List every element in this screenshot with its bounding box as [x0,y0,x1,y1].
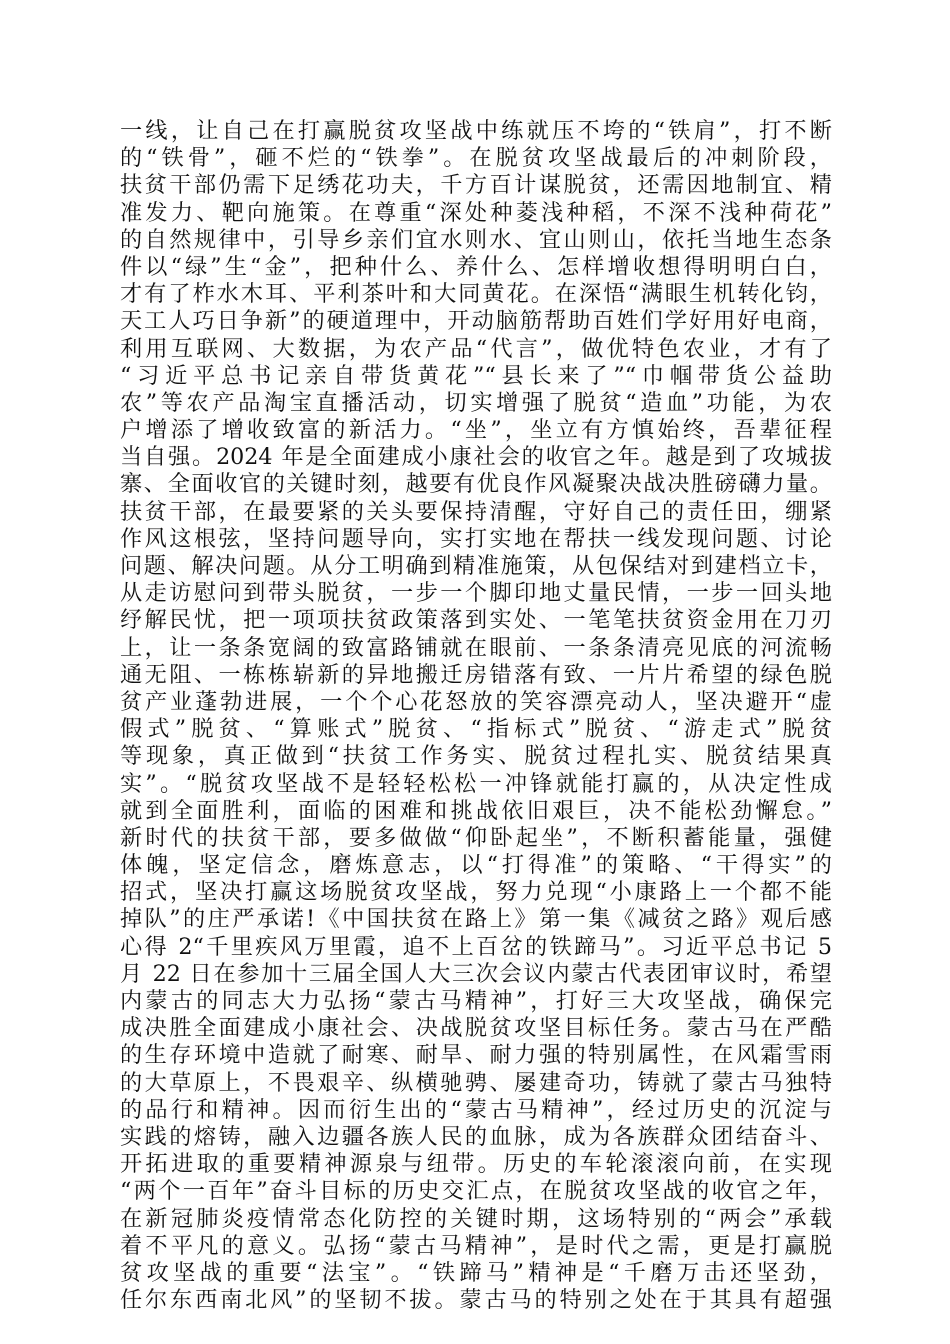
text-line: 作风这根弦，坚持问题导向，实打实地在帮扶一线发现问题、讨论 [120,525,832,552]
text-line: 当自强。2024 年是全面建成小康社会的收官之年。越是到了攻城拔 [120,444,832,471]
text-line: 的自然规律中，引导乡亲们宜水则水、宜山则山，依托当地生态条 [120,226,832,253]
text-line: 贫攻坚战的重要“法宝”。“铁蹄马”精神是“千磨万击还坚劲， [120,1259,832,1286]
text-line: 天工人巧日争新”的硬道理中，开动脑筋帮助百姓们学好用好电商， [120,308,832,335]
text-line: 寨、全面收官的关键时刻，越要有优良作风凝聚决战决胜磅礴力量。 [120,471,832,498]
text-line: 纾解民忧，把一项项扶贫政策落到实处、一笔笔扶贫资金用在刀刃 [120,607,832,634]
text-line: 实践的熔铸，融入边疆各族人民的血脉，成为各族群众团结奋斗、 [120,1123,832,1150]
text-line: “两个一百年”奋斗目标的历史交汇点，在脱贫攻坚战的收官之年， [120,1178,832,1205]
text-line: 的品行和精神。因而衍生出的“蒙古马精神”，经过历史的沉淀与 [120,1096,832,1123]
text-line: 准发力、靶向施策。在尊重“深处种菱浅种稻，不深不浅种荷花” [120,199,832,226]
text-line: 成决胜全面建成小康社会、决战脱贫攻坚目标任务。蒙古马在严酷 [120,1015,832,1042]
text-line: 的大草原上，不畏艰辛、纵横驰骋、屡建奇功，铸就了蒙古马独特 [120,1069,832,1096]
text-line: 开拓进取的重要精神源泉与纽带。历史的车轮滚滚向前，在实现 [120,1151,832,1178]
text-line: 问题、解决问题。从分工明确到精准施策，从包保结对到建档立卡， [120,553,832,579]
text-line: “习近平总书记亲自带货黄花”“县长来了”“巾帼带货公益助 [120,362,832,389]
text-line: 新时代的扶贫干部，要多做做“仰卧起坐”，不断积蓄能量，强健 [120,824,832,851]
text-line: 月 22 日在参加十三届全国人大三次会议内蒙古代表团审议时，希望 [120,960,832,987]
text-line: 农”等农产品淘宝直播活动，切实增强了脱贫“造血”功能，为农 [120,389,832,416]
text-line: 内蒙古的同志大力弘扬“蒙古马精神”，打好三大攻坚战，确保完 [120,988,832,1014]
text-line: 才有了柞水木耳、平利茶叶和大同黄花。在深悟“满眼生机转化钧， [120,281,832,308]
text-line: 体魄，坚定信念，磨炼意志，以“打得准”的策略、“干得实”的 [120,852,832,879]
text-line: 任尔东西南北风”的坚韧不拔。蒙古马的特别之处在于其具有超强 [120,1287,832,1314]
text-line: 掉队”的庄严承诺!《中国扶贫在路上》第一集《减贫之路》观后感 [120,906,832,933]
text-line: 假式”脱贫、“算账式”脱贫、“指标式”脱贫、“游走式”脱贫 [120,716,832,743]
text-line: 的生存环境中造就了耐寒、耐旱、耐力强的特别属性，在风霜雪雨 [120,1042,832,1069]
text-line: 扶贫干部仍需下足绣花功夫，千方百计谋脱贫，还需因地制宜、精 [120,172,832,199]
text-line: 着不平凡的意义。弘扬“蒙古马精神”，是时代之需，更是打赢脱 [120,1232,832,1259]
text-line: 招式，坚决打赢这场脱贫攻坚战，努力兑现“小康路上一个都不能 [120,879,832,906]
document-page [120,118,832,1314]
text-line: 实”。“脱贫攻坚战不是轻轻松松一冲锋就能打赢的，从决定性成 [120,770,832,797]
text-line: 上，让一条条宽阔的致富路铺就在眼前、一条条清亮见底的河流畅 [120,634,832,661]
text-line: 一线，让自己在打赢脱贫攻坚战中练就压不垮的“铁肩”，打不断 [120,118,832,144]
text-line: 的“铁骨”，砸不烂的“铁拳”。在脱贫攻坚战最后的冲刺阶段， [120,145,832,172]
text-line: 贫产业蓬勃进展，一个个心花怒放的笑容漂亮动人，坚决避开“虚 [120,688,832,715]
text-line: 就到全面胜利，面临的困难和挑战依旧艰巨，决不能松劲懈怠。” [120,797,832,824]
text-line: 从走访慰问到带头脱贫，一步一个脚印地丈量民情，一步一回头地 [120,580,832,607]
text-line: 扶贫干部，在最要紧的关头要保持清醒，守好自己的责任田，绷紧 [120,498,832,525]
text-line: 在新冠肺炎疫情常态化防控的关键时期，这场特别的“两会”承载 [120,1205,832,1232]
text-line: 件以“绿”生“金”，把种什么、养什么、怎样增收想得明明白白， [120,253,832,280]
text-line: 户增添了增收致富的新活力。“坐”，坐立有方慎始终，吾辈征程 [120,417,832,444]
text-line: 通无阻、一栋栋崭新的异地搬迁房错落有致、一片片希望的绿色脱 [120,661,832,688]
text-line: 等现象，真正做到“扶贫工作务实、脱贫过程扎实、脱贫结果真 [120,743,832,770]
text-line: 利用互联网、大数据，为农产品“代言”，做优特色农业，才有了 [120,335,832,362]
text-line: 心得 2“千里疾风万里霞，追不上百岔的铁蹄马”。习近平总书记 5 [120,933,832,960]
